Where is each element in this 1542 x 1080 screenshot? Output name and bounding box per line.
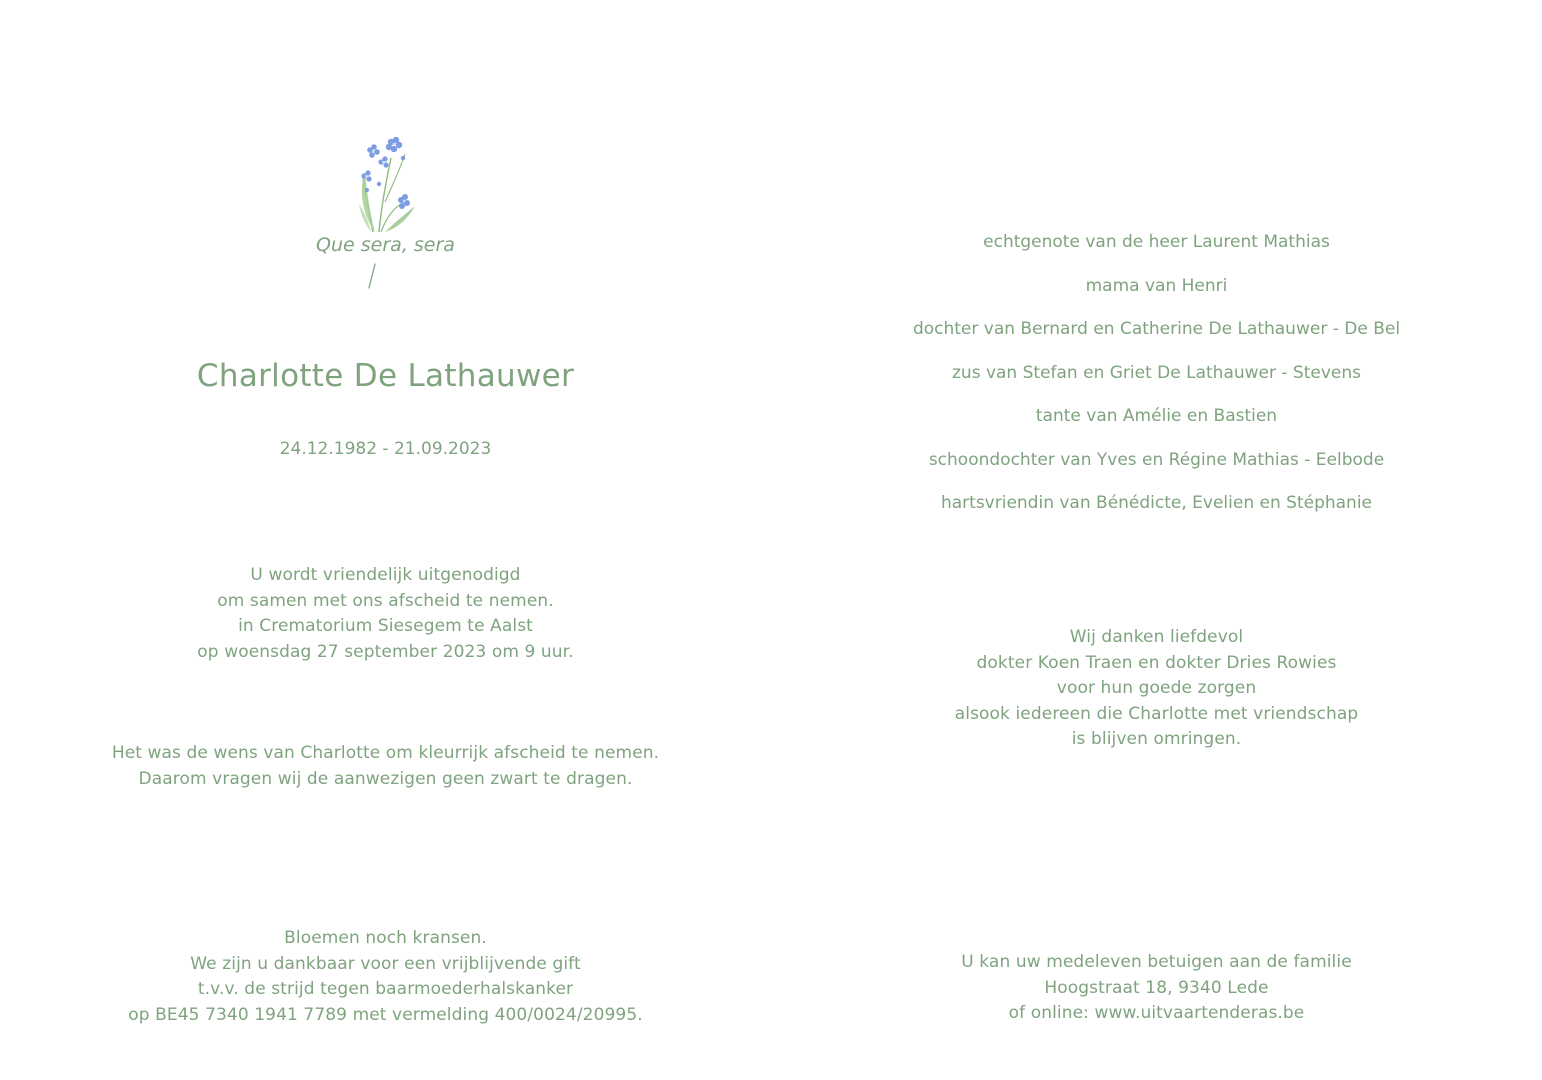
relation-line: schoondochter van Yves en Régine Mathias - Eelbode (928, 449, 1385, 470)
thanks-message (771, 625, 1542, 753)
donation-line: t.v.v. de strijd tegen baarmoederhalskanker (197, 979, 574, 999)
deceased-name: Charlotte De Lathauwer (196, 358, 575, 394)
thanks-line: alsook iedereen die Charlotte met vriendschap (954, 703, 1359, 724)
relation-line: zus van Stefan en Griet De Lathauwer - Stevens (952, 362, 1361, 383)
donation-line: op BE45 7340 1941 7789 met vermelding 400/0024/20995. (128, 1004, 643, 1025)
condolence-address (771, 950, 1542, 1027)
family-relations (771, 229, 1542, 534)
invitation-line: U wordt vriendelijk uitgenodigd (250, 565, 521, 585)
relation-line: dochter van Bernard en Catherine De Lathauwer - De Bel (912, 319, 1401, 339)
invitation-line: om samen met ons afscheid te nemen. (217, 590, 554, 611)
relation-line: hartsvriendin van Bénédicte, Evelien en Stéphanie (940, 493, 1373, 513)
donation-note (0, 926, 771, 1028)
relation-line: mama van Henri (1085, 275, 1228, 296)
invitation-line: in Crematorium Siesegem te Aalst (238, 616, 533, 636)
condolence-line: Hoogstraat 18, 9340 Lede (1044, 977, 1269, 998)
funeral-invitation (0, 563, 771, 665)
thanks-line: voor hun goede zorgen (1056, 678, 1257, 698)
relation-line: echtgenote van de heer Laurent Mathias (983, 232, 1330, 252)
relation-line: tante van Amélie en Bastien (1035, 406, 1278, 426)
wish-line: Het was de wens van Charlotte om kleurrijk afscheid te nemen. (111, 743, 660, 763)
condolence-line: of online: www.uitvaartenderas.be (1008, 1003, 1305, 1023)
forget-me-not-flower-illustration (355, 132, 423, 236)
wish-line: Daarom vragen wij de aanwezigen geen zwart te dragen. (138, 768, 633, 789)
donation-line: Bloemen noch kransen. (284, 928, 487, 948)
motto-quote: Que sera, sera (316, 234, 455, 256)
condolence-line: U kan uw medeleven betuigen aan de familie (961, 952, 1352, 972)
dress-code-wish (0, 741, 771, 792)
thanks-line: is blijven omringen. (1071, 729, 1242, 749)
donation-line: We zijn u dankbaar voor een vrijblijvende gift (190, 953, 581, 974)
life-dates: 24.12.1982 - 21.09.2023 (279, 439, 492, 459)
thanks-line: dokter Koen Traen en dokter Dries Rowies (976, 652, 1337, 673)
decorative-stroke (365, 262, 379, 290)
right-page (771, 0, 1542, 1080)
thanks-line: Wij danken liefdevol (1069, 627, 1244, 647)
invitation-line: op woensdag 27 september 2023 om 9 uur. (197, 641, 574, 662)
